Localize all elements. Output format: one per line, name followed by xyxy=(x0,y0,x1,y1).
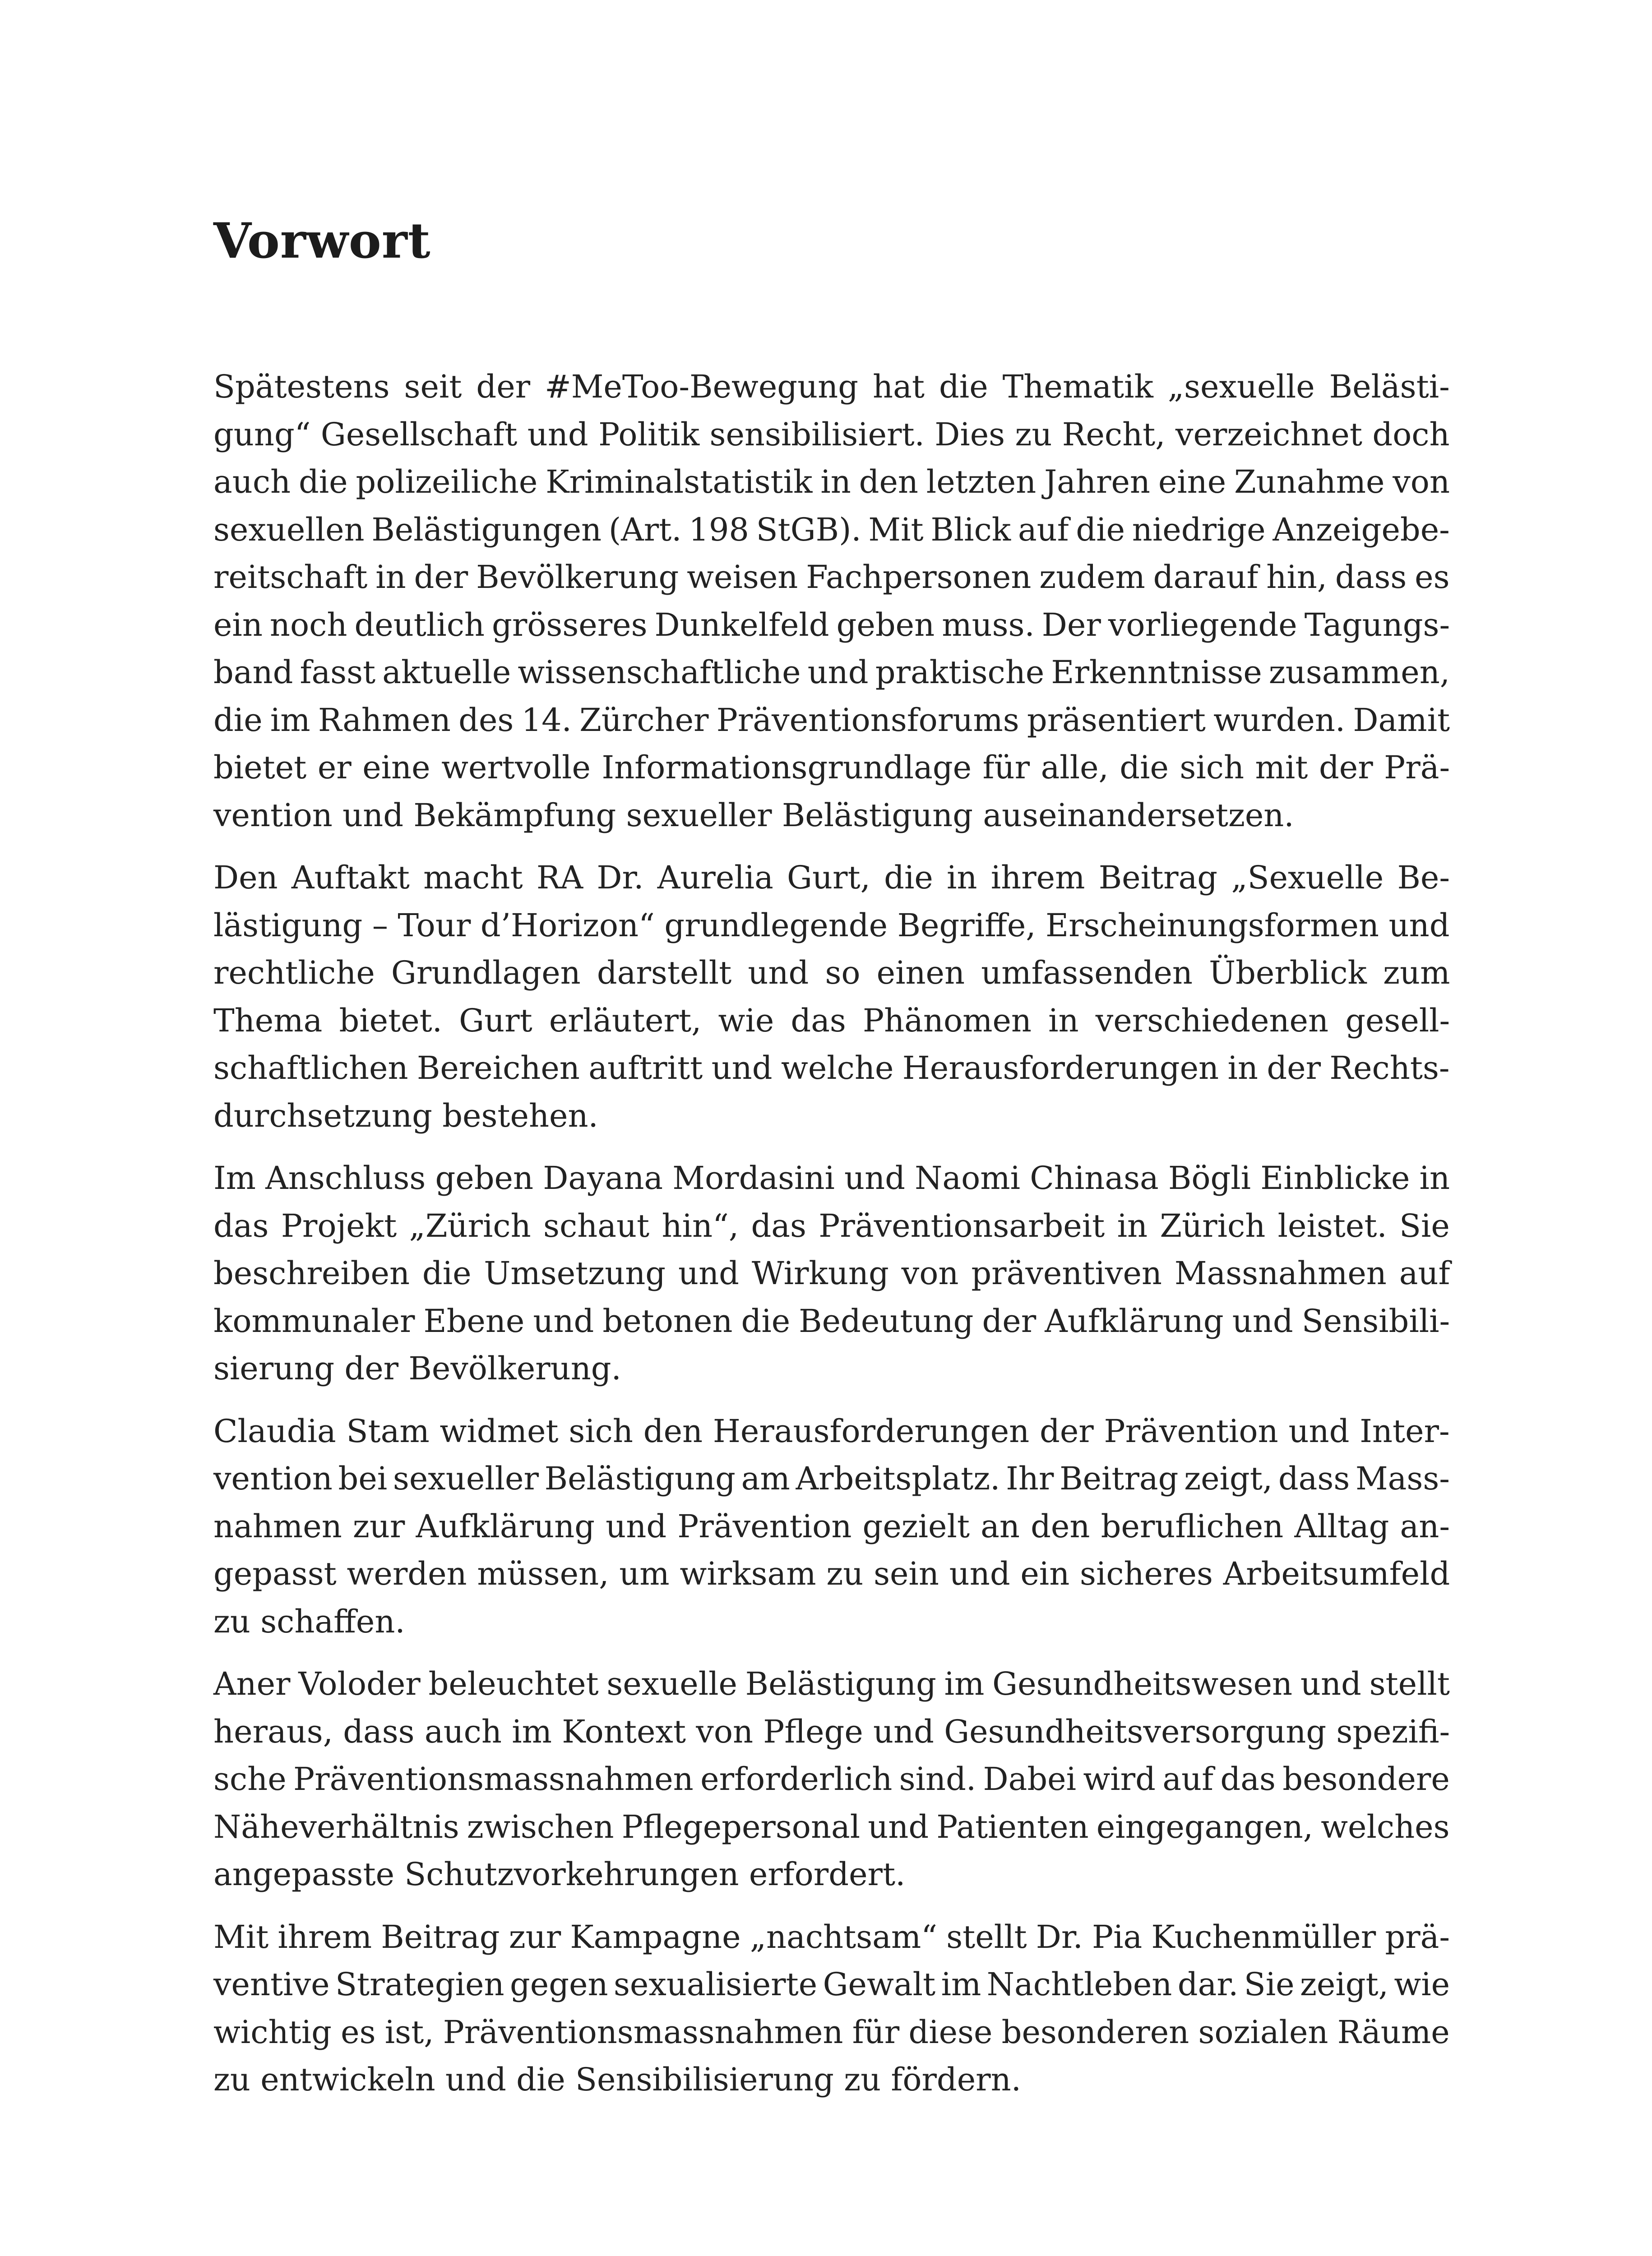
text-line: sche Präventionsmassnahmen erforderlich sind. Dabei wird auf das besondere xyxy=(213,1761,1450,1798)
foreword-body xyxy=(213,363,1450,2119)
text-line: Claudia Stam widmet sich den Herausforderungen der Prävention und Inter- xyxy=(213,1412,1450,1450)
text-line: Mit ihrem Beitrag zur Kampagne „nachtsam“ stellt Dr. Pia Kuchenmüller prä- xyxy=(213,1918,1450,1956)
text-line: Aner Voloder beleuchtet sexuelle Belästigung im Gesundheitswesen und stellt xyxy=(213,1665,1450,1702)
text-line: zu entwickeln und die Sensibilisierung zu fördern. xyxy=(213,2061,1021,2098)
text-line: ein noch deutlich grösseres Dunkelfeld geben muss. Der vorliegende Tagungs- xyxy=(213,606,1450,643)
text-line: reitschaft in der Bevölkerung weisen Fachpersonen zudem darauf hin, dass es xyxy=(213,559,1450,596)
paragraph-3 xyxy=(213,1155,1450,1393)
text-line: das Projekt „Zürich schaut hin“, das Präventionsarbeit in Zürich leistet. Sie xyxy=(213,1207,1450,1244)
text-line: Spätestens seit der #MeToo-Bewegung hat die Thematik „sexuelle Belästi- xyxy=(213,368,1450,405)
text-line: vention bei sexueller Belästigung am Arbeitsplatz. Ihr Beitrag zeigt, dass Mass- xyxy=(213,1460,1450,1497)
text-line: Näheverhältnis zwischen Pflegepersonal und Patienten eingegangen, welches xyxy=(213,1808,1450,1845)
text-line: auch die polizeiliche Kriminalstatistik in den letzten Jahren eine Zunahme von xyxy=(213,463,1450,500)
paragraph-5 xyxy=(213,1660,1450,1899)
text-line: die im Rahmen des 14. Zürcher Präventionsforums präsentiert wurden. Damit xyxy=(213,701,1450,739)
paragraph-4 xyxy=(213,1408,1450,1646)
text-line: gepasst werden müssen, um wirksam zu sein und ein sicheres Arbeitsumfeld xyxy=(213,1555,1450,1592)
text-line: nahmen zur Aufklärung und Prävention gezielt an den beruflichen Alltag an- xyxy=(213,1507,1450,1545)
text-line: angepasste Schutzvorkehrungen erfordert. xyxy=(213,1856,906,1893)
text-line: durchsetzung bestehen. xyxy=(213,1097,598,1134)
text-line: zu schaffen. xyxy=(213,1603,405,1640)
text-line: beschreiben die Umsetzung und Wirkung von präventiven Massnahmen auf xyxy=(213,1255,1450,1292)
paragraph-6 xyxy=(213,1914,1450,2104)
text-line: rechtliche Grundlagen darstellt und so einen umfassenden Überblick zum xyxy=(213,954,1450,991)
text-line: band fasst aktuelle wissenschaftliche und praktische Erkenntnisse zusammen, xyxy=(213,654,1450,691)
text-line: ventive Strategien gegen sexualisierte Gewalt im Nachtleben dar. Sie zeigt, wie xyxy=(213,1966,1450,2003)
paragraph-2 xyxy=(213,854,1450,1140)
text-line: wichtig es ist, Präventionsmassnahmen für diese besonderen sozialen Räume xyxy=(213,2013,1450,2051)
text-line: Thema bietet. Gurt erläutert, wie das Phänomen in verschiedenen gesell- xyxy=(213,1002,1450,1039)
paragraph-1 xyxy=(213,363,1450,839)
text-line: schaftlichen Bereichen auftritt und welche Herausforderungen in der Rechts- xyxy=(213,1049,1450,1086)
text-line: heraus, dass auch im Kontext von Pflege und Gesundheitsversorgung spezifi- xyxy=(213,1713,1450,1750)
text-line: bietet er eine wertvolle Informationsgrundlage für alle, die sich mit der Prä- xyxy=(213,749,1450,786)
text-line: vention und Bekämpfung sexueller Belästigung auseinandersetzen. xyxy=(213,796,1294,834)
text-line: Im Anschluss geben Dayana Mordasini und Naomi Chinasa Bögli Einblicke in xyxy=(213,1160,1450,1197)
text-line: sierung der Bevölkerung. xyxy=(213,1350,621,1387)
text-line: gung“ Gesellschaft und Politik sensibilisiert. Dies zu Recht, verzeichnet doch xyxy=(213,416,1450,453)
text-line: lästigung – Tour d’Horizon“ grundlegende Begriffe, Erscheinungsformen und xyxy=(213,906,1450,944)
text-line: kommunaler Ebene und betonen die Bedeutung der Aufklärung und Sensibili- xyxy=(213,1302,1450,1340)
text-line: Den Auftakt macht RA Dr. Aurelia Gurt, die in ihrem Beitrag „Sexuelle Be- xyxy=(213,859,1450,896)
text-line: sexuellen Belästigungen (Art. 198 StGB). Mit Blick auf die niedrige Anzeigebe- xyxy=(213,511,1450,548)
page-title: Vorwort xyxy=(213,213,431,269)
